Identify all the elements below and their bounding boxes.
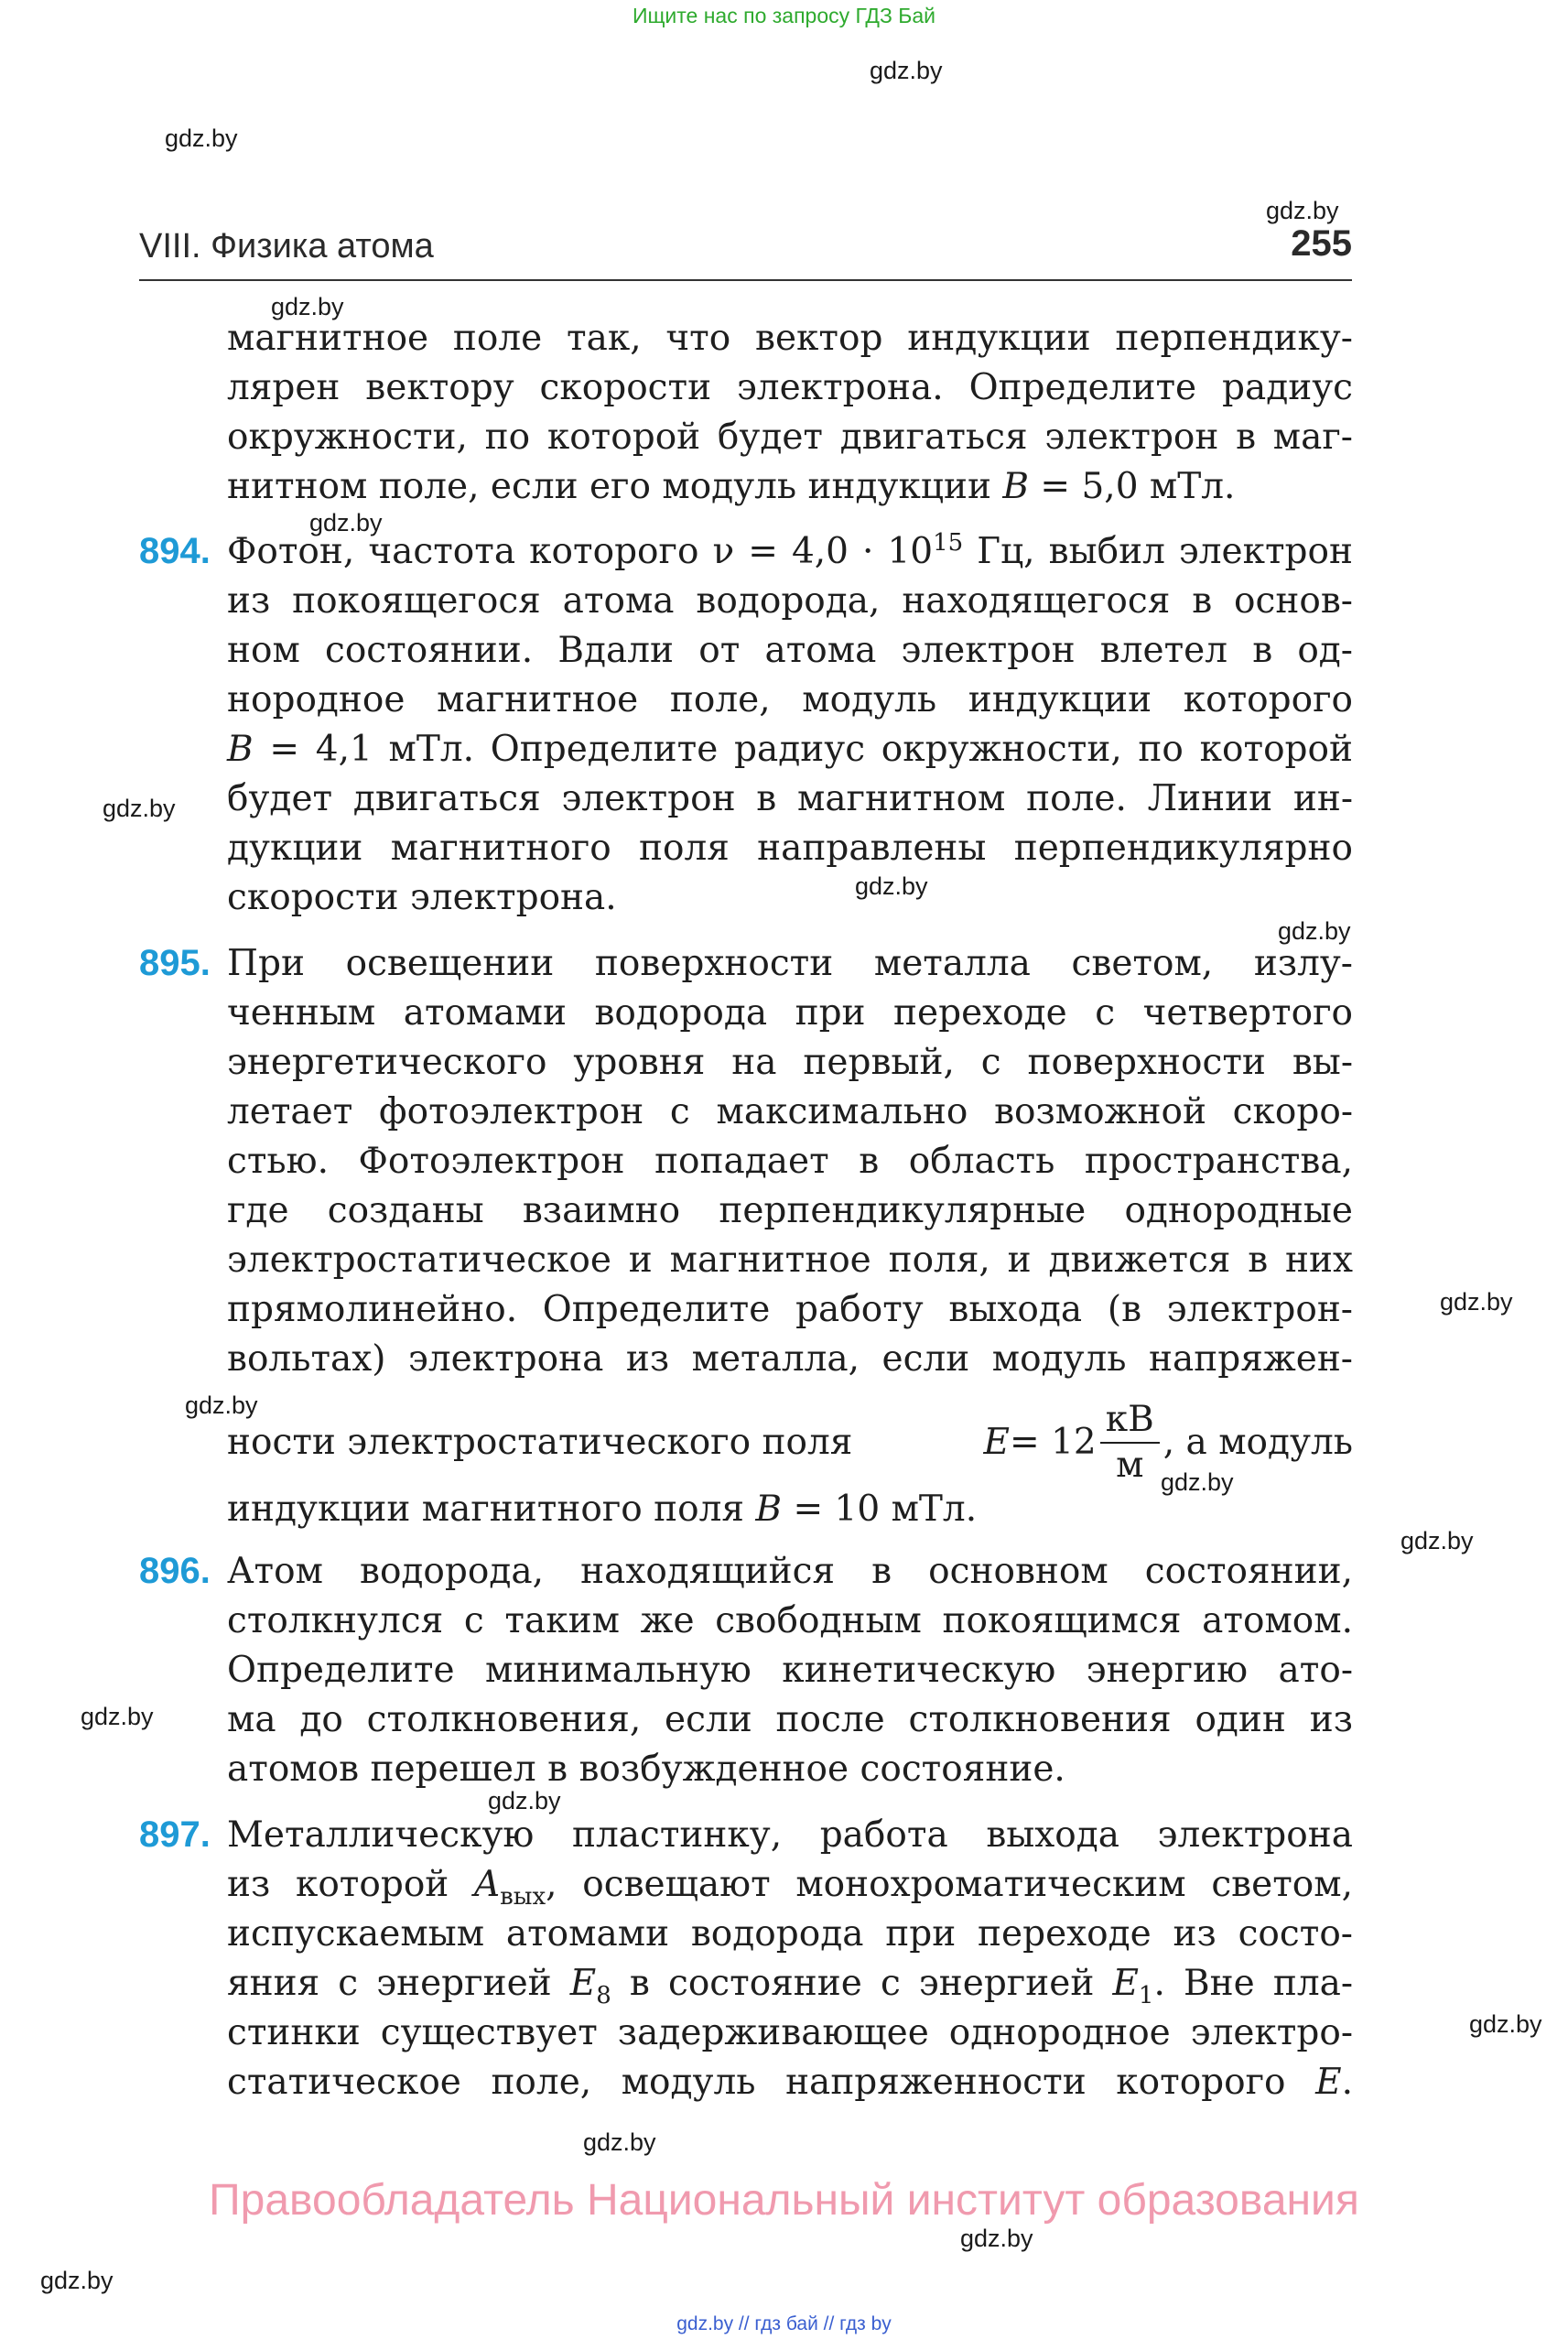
- problem-895-last: [227, 1485, 1353, 1534]
- problem-895-formula-line: ности электростатического поля E = 12 $\frac{кВ}{м}$ , а модуль: [227, 1399, 1353, 1486]
- watermark: gdz.by: [165, 125, 238, 152]
- header-rule: [139, 279, 1352, 281]
- problem-number: 895.: [139, 943, 211, 983]
- text-line: стью. Фотоэлектрон попадает в область пространства,: [227, 1141, 1353, 1182]
- top-banner: Ищите нас по запросу ГДЗ Бай: [632, 4, 936, 27]
- text-line: лярен вектору скорости электрона. Определите радиус: [227, 367, 1353, 408]
- intro-paragraph: [227, 314, 1353, 512]
- text-line: из которой $A_{вых}$, освещают монохроматическим светом,: [227, 1864, 1353, 1911]
- bottom-links[interactable]: gdz.by // гдз бай // гдз by: [676, 2313, 892, 2334]
- text-line: вольтах) электрона из металла, если модуль напряжен-: [227, 1338, 1353, 1380]
- watermark: gdz.by: [870, 57, 943, 84]
- text-line: индукции магнитного поля B = 10 мТл.: [227, 1489, 978, 1530]
- text-line: летает фотоэлектрон с максимально возможной скоро-: [227, 1091, 1353, 1132]
- problem-number: 897.: [139, 1814, 211, 1855]
- text-line: прямолинейно. Определите работу выхода (в электрон-: [227, 1289, 1353, 1330]
- watermark: gdz.by: [103, 795, 176, 822]
- text-line: где созданы взаимно перпендикулярные однородные: [227, 1190, 1353, 1231]
- text-line: При освещении поверхности металла светом, излу-: [227, 943, 1353, 984]
- text-line: скорости электрона.: [227, 877, 617, 918]
- text-line: испускаемым атомами водорода при переходе из состо-: [227, 1913, 1353, 1955]
- text-line: Атом водорода, находящийся в основном состоянии,: [227, 1551, 1353, 1592]
- fraction-denominator: м: [1116, 1445, 1144, 1486]
- watermark: gdz.by: [855, 872, 928, 900]
- text-line: дукции магнитного поля направлены перпендикулярно: [227, 828, 1353, 869]
- watermark: gdz.by: [40, 2267, 114, 2294]
- text-line: Определите минимальную кинетическую энергию ато-: [227, 1650, 1353, 1691]
- text-line: окружности, по которой будет двигаться электрон в маг-: [227, 417, 1353, 458]
- text-line: будет двигаться электрон в магнитном поле. Линии ин-: [227, 778, 1353, 819]
- problem-number: 896.: [139, 1551, 211, 1591]
- text-line: статическое поле, модуль напряженности которого E.: [227, 2062, 1353, 2103]
- watermark: gdz.by: [583, 2128, 656, 2156]
- text-line: электростатическое и магнитное поля, и движется в них: [227, 1240, 1353, 1281]
- watermark: gdz.by: [1469, 2010, 1542, 2038]
- watermark: gdz.by: [960, 2225, 1033, 2252]
- text-line: Металлическую пластинку, работа выхода электрона: [227, 1814, 1353, 1856]
- text-line: нородное магнитное поле, модуль индукции которого: [227, 679, 1353, 720]
- text-line: атомов перешел в возбужденное состояние.: [227, 1749, 1065, 1790]
- watermark: gdz.by: [1266, 197, 1339, 224]
- text-line: ма до столкновения, если после столкновения один из: [227, 1699, 1353, 1740]
- text-line: B = 4,1 мТл. Определите радиус окружности, по которой: [227, 729, 1353, 770]
- text-line: стинки существует задерживающее однородное электро-: [227, 2012, 1353, 2053]
- watermark: gdz.by: [1278, 917, 1351, 945]
- watermark: gdz.by: [185, 1392, 258, 1419]
- page-number: 255: [1291, 223, 1352, 264]
- text-line: столкнулся с таким же свободным покоящимся атомом.: [227, 1600, 1353, 1641]
- text-line: Фотон, частота которого $\nu = 4,0 \cdot 10^{15}$ Гц, выбил электрон: [227, 529, 1353, 572]
- text-line: яния с энергией $E_8$ в состояние с энергией $E_1$. Вне пла-: [227, 1963, 1354, 2009]
- section-title: VIII. Физика атома: [139, 227, 434, 265]
- copyright-footer: Правообладатель Национальный институт образования: [209, 2176, 1359, 2225]
- text-line: из покоящегося атома водорода, находящегося в основ-: [227, 580, 1353, 622]
- watermark: gdz.by: [309, 509, 383, 536]
- text-line: нитном поле, если его модуль индукции B = 5,0 мТл.: [227, 466, 1236, 507]
- watermark: gdz.by: [81, 1703, 154, 1730]
- watermark: gdz.by: [488, 1787, 561, 1814]
- text-line: энергетического уровня на первый, с поверхности вы-: [227, 1042, 1353, 1083]
- problem-895-text: [227, 939, 1353, 1384]
- problem-897-text: [227, 1811, 1353, 2107]
- problem-896-text: [227, 1547, 1353, 1794]
- text-line: магнитное поле так, что вектор индукции перпендику-: [227, 318, 1353, 359]
- watermark: gdz.by: [1161, 1468, 1234, 1496]
- watermark: gdz.by: [1440, 1288, 1513, 1316]
- text-line: ченным атомами водорода при переходе с четвертого: [227, 992, 1353, 1034]
- fraction-numerator: кВ: [1100, 1398, 1160, 1444]
- problem-number: 894.: [139, 531, 211, 571]
- fraction: [1100, 1398, 1160, 1488]
- problem-894-text: [227, 527, 1353, 923]
- watermark: gdz.by: [1400, 1527, 1474, 1554]
- watermark: gdz.by: [271, 293, 344, 320]
- text-line: ном состоянии. Вдали от атома электрон влетел в од-: [227, 630, 1353, 671]
